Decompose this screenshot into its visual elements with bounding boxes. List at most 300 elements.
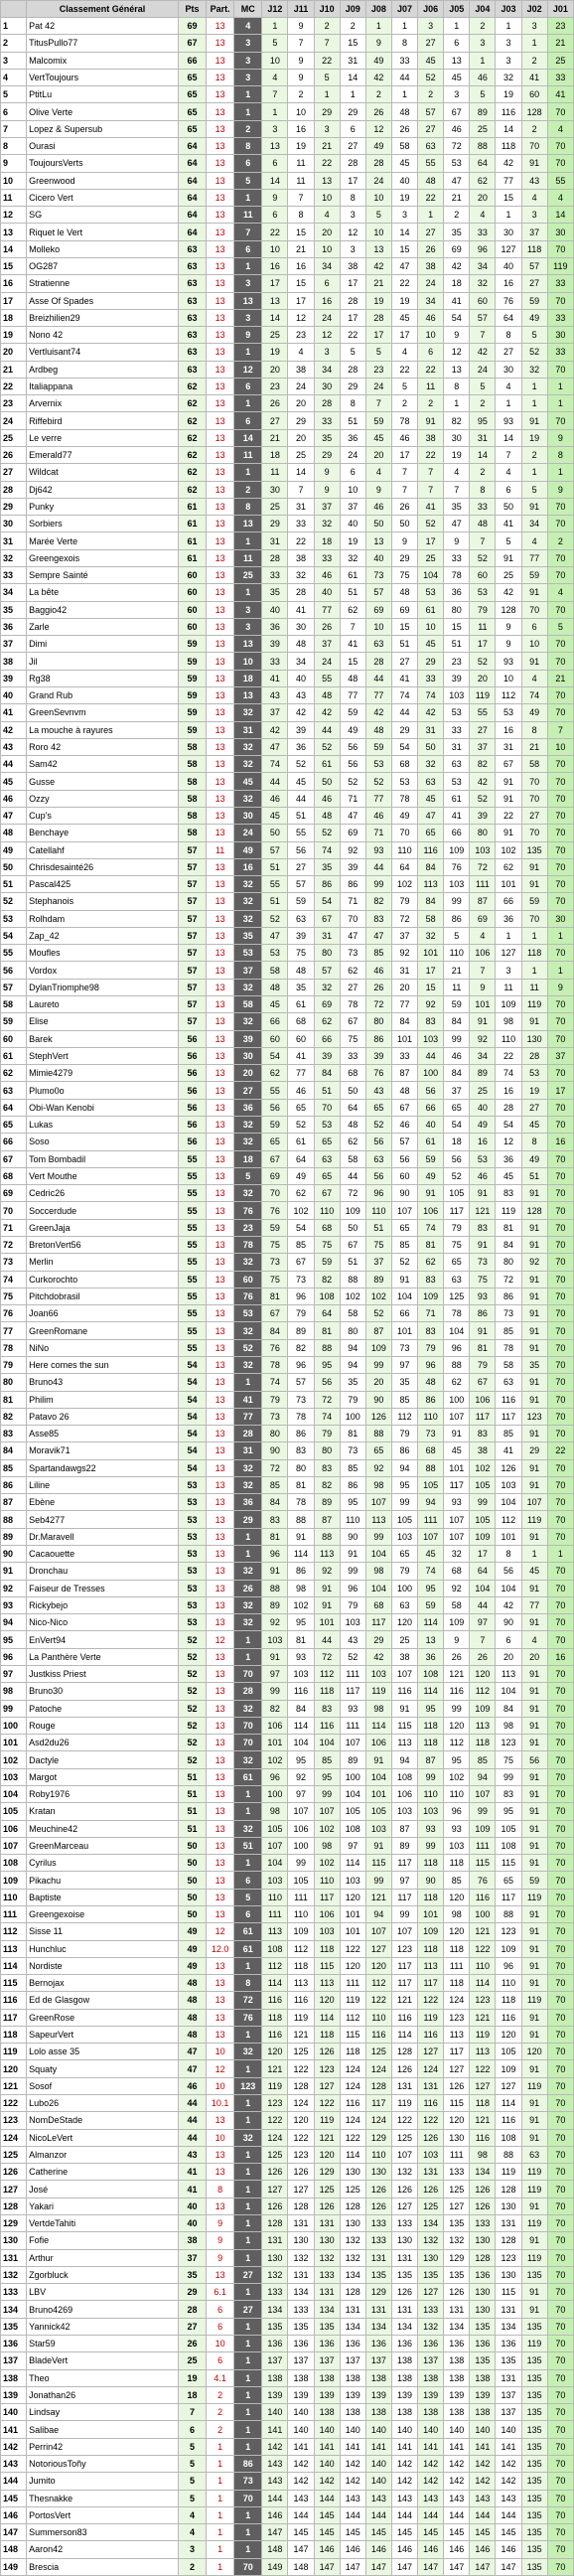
round-rank-cell: 96: [444, 1339, 470, 1356]
round-rank-cell: 52: [365, 773, 391, 790]
round-rank-cell: 119: [314, 2112, 340, 2129]
participation-cell: 13: [207, 584, 234, 601]
round-rank-cell: 90: [262, 1442, 288, 1459]
round-rank-cell: 40: [418, 1117, 444, 1134]
player-name: Lindsay: [27, 2404, 179, 2421]
round-rank-cell: 9: [547, 429, 573, 446]
rank-cell: 139: [1, 2386, 27, 2403]
player-name: Vert Mouthe: [27, 1167, 179, 1184]
round-rank-cell: 88: [470, 137, 496, 154]
mc-cell: 28: [234, 1426, 262, 1442]
rank-cell: 52: [1, 893, 27, 910]
round-rank-cell: 70: [314, 1099, 340, 1116]
points-cell: 59: [178, 721, 206, 738]
participation-cell: 13: [207, 927, 234, 944]
round-rank-cell: 79: [340, 1391, 365, 1408]
round-rank-cell: 86: [470, 1305, 496, 1322]
round-rank-cell: 7: [288, 481, 314, 498]
round-rank-cell: 83: [496, 1185, 521, 1202]
points-cell: 55: [178, 1254, 206, 1271]
round-rank-cell: 72: [314, 1648, 340, 1665]
round-rank-cell: 107: [444, 1408, 470, 1425]
round-rank-cell: 81: [262, 1288, 288, 1304]
round-rank-cell: 46: [391, 1117, 417, 1134]
round-rank-cell: 48: [391, 584, 417, 601]
player-name: Faiseur de Tresses: [27, 1580, 179, 1596]
round-rank-cell: 131: [391, 2249, 417, 2266]
round-rank-cell: 133: [262, 2284, 288, 2301]
round-rank-cell: 10: [365, 189, 391, 206]
round-rank-cell: 70: [521, 910, 547, 927]
table-row: [1, 2266, 574, 2283]
participation-cell: 2: [207, 2421, 234, 2438]
round-rank-cell: 49: [391, 807, 417, 824]
round-rank-cell: 75: [262, 1236, 288, 1253]
round-rank-cell: 17: [391, 447, 417, 464]
round-rank-cell: 27: [288, 858, 314, 875]
points-cell: 55: [178, 1339, 206, 1356]
round-rank-cell: 28: [288, 584, 314, 601]
round-rank-cell: 1: [521, 962, 547, 979]
round-rank-cell: 70: [547, 773, 573, 790]
mc-cell: 1: [234, 395, 262, 412]
points-cell: 65: [178, 120, 206, 137]
round-rank-cell: 113: [391, 1735, 417, 1751]
round-rank-cell: 113: [314, 1975, 340, 1992]
round-rank-cell: 21: [444, 189, 470, 206]
round-rank-cell: 32: [314, 516, 340, 532]
round-rank-cell: 53: [391, 773, 417, 790]
round-rank-cell: 51: [314, 1082, 340, 1099]
round-rank-cell: 17: [262, 275, 288, 292]
mc-cell: 1: [234, 1803, 262, 1820]
round-rank-cell: 84: [496, 1700, 521, 1717]
round-rank-cell: 30: [288, 618, 314, 635]
round-rank-cell: 99: [444, 1030, 470, 1047]
table-row: [1, 1459, 574, 1476]
player-name: BladeVert: [27, 2352, 179, 2369]
round-rank-cell: 7: [470, 962, 496, 979]
round-rank-cell: 91: [340, 1546, 365, 1563]
points-cell: 62: [178, 395, 206, 412]
rank-cell: 5: [1, 86, 27, 103]
round-rank-cell: 118: [262, 2009, 288, 2026]
round-rank-cell: 70: [547, 1408, 573, 1425]
round-rank-cell: 105: [288, 1872, 314, 1889]
round-rank-cell: 115: [496, 2284, 521, 2301]
round-rank-cell: 70: [547, 1905, 573, 1922]
round-rank-cell: 125: [444, 1288, 470, 1304]
round-rank-cell: 95: [496, 1803, 521, 1820]
round-rank-cell: 65: [418, 825, 444, 841]
mc-cell: 1: [234, 2506, 262, 2523]
participation-cell: 8: [207, 2181, 234, 2197]
round-rank-cell: 89: [391, 1837, 417, 1854]
round-rank-cell: 22: [262, 224, 288, 240]
round-rank-cell: 117: [444, 1476, 470, 1493]
rank-cell: 42: [1, 721, 27, 738]
round-rank-cell: 1: [314, 86, 340, 103]
round-rank-cell: 26: [314, 618, 340, 635]
round-rank-cell: 73: [288, 1271, 314, 1288]
points-cell: 26: [178, 2335, 206, 2351]
points-cell: 62: [178, 447, 206, 464]
round-rank-cell: 68: [391, 756, 417, 773]
participation-cell: 2: [207, 2404, 234, 2421]
round-rank-cell: 70: [547, 2197, 573, 2214]
round-rank-cell: 99: [391, 1494, 417, 1511]
points-cell: 55: [178, 1305, 206, 1322]
round-rank-cell: 33: [262, 567, 288, 584]
table-row: [1, 155, 574, 172]
round-rank-cell: 45: [521, 1117, 547, 1134]
rank-cell: 8: [1, 137, 27, 154]
round-rank-cell: 4: [496, 464, 521, 481]
round-rank-cell: 16: [496, 721, 521, 738]
round-rank-cell: 112: [262, 1957, 288, 1974]
round-rank-cell: 17: [470, 636, 496, 653]
round-rank-cell: 116: [391, 2009, 417, 2026]
points-cell: 61: [178, 549, 206, 566]
round-rank-cell: 70: [547, 807, 573, 824]
round-rank-cell: 105: [340, 1803, 365, 1820]
mc-cell: 13: [234, 516, 262, 532]
rank-cell: 62: [1, 1065, 27, 1082]
table-row: [1, 2404, 574, 2421]
table-row: [1, 2232, 574, 2249]
round-rank-cell: 82: [470, 756, 496, 773]
points-cell: 35: [178, 2266, 206, 2283]
round-rank-cell: 30: [547, 910, 573, 927]
round-rank-cell: 39: [314, 1047, 340, 1064]
header-j08: J08: [365, 1, 391, 18]
round-rank-cell: 70: [547, 1356, 573, 1373]
points-cell: 51: [178, 1803, 206, 1820]
player-name: Cedric26: [27, 1185, 179, 1202]
round-rank-cell: 35: [262, 584, 288, 601]
round-rank-cell: 42: [365, 704, 391, 721]
round-rank-cell: 74: [262, 756, 288, 773]
round-rank-cell: 76: [470, 1872, 496, 1889]
table-row: [1, 1511, 574, 1528]
round-rank-cell: 115: [340, 2026, 365, 2043]
round-rank-cell: 13: [365, 240, 391, 257]
round-rank-cell: 27: [340, 979, 365, 995]
round-rank-cell: 28: [314, 395, 340, 412]
round-rank-cell: 55: [262, 1082, 288, 1099]
round-rank-cell: 110: [470, 1957, 496, 1974]
round-rank-cell: 56: [262, 1099, 288, 1116]
round-rank-cell: 70: [547, 1254, 573, 1271]
round-rank-cell: 51: [340, 1254, 365, 1271]
table-row: [1, 1905, 574, 1922]
participation-cell: 13: [207, 1957, 234, 1974]
round-rank-cell: 141: [496, 2438, 521, 2455]
round-rank-cell: 106: [314, 1905, 340, 1922]
round-rank-cell: 9: [314, 464, 340, 481]
mc-cell: 3: [234, 309, 262, 326]
round-rank-cell: 9: [288, 69, 314, 85]
player-name: Riquet le Vert: [27, 224, 179, 240]
participation-cell: 2: [207, 2386, 234, 2403]
round-rank-cell: 131: [418, 2164, 444, 2181]
points-cell: 53: [178, 1546, 206, 1563]
round-rank-cell: 70: [547, 2026, 573, 2043]
round-rank-cell: 10: [340, 481, 365, 498]
round-rank-cell: 1: [547, 1546, 573, 1563]
points-cell: 53: [178, 1614, 206, 1631]
round-rank-cell: 44: [314, 1631, 340, 1648]
round-rank-cell: 66: [391, 1305, 417, 1322]
table-row: [1, 2164, 574, 2181]
round-rank-cell: 69: [444, 240, 470, 257]
round-rank-cell: 31: [314, 927, 340, 944]
round-rank-cell: 48: [418, 1374, 444, 1391]
round-rank-cell: 143: [365, 2490, 391, 2506]
round-rank-cell: 39: [288, 927, 314, 944]
mc-cell: 32: [234, 1476, 262, 1493]
rank-cell: 107: [1, 1837, 27, 1854]
round-rank-cell: 20: [496, 1648, 521, 1665]
round-rank-cell: 106: [418, 1202, 444, 1219]
round-rank-cell: 27: [496, 344, 521, 361]
mc-cell: 76: [234, 2009, 262, 2026]
points-cell: 55: [178, 1271, 206, 1288]
round-rank-cell: 134: [340, 2318, 365, 2335]
table-row: [1, 1099, 574, 1116]
round-rank-cell: 119: [521, 2215, 547, 2232]
player-name: Zgorbluck: [27, 2266, 179, 2283]
points-cell: 54: [178, 1374, 206, 1391]
round-rank-cell: 48: [262, 979, 288, 995]
round-rank-cell: 80: [470, 825, 496, 841]
round-rank-cell: 53: [314, 1117, 340, 1134]
round-rank-cell: 119: [547, 257, 573, 274]
participation-cell: 1: [207, 2506, 234, 2523]
rank-cell: 90: [1, 1546, 27, 1563]
participation-cell: 13: [207, 52, 234, 69]
participation-cell: 13: [207, 309, 234, 326]
round-rank-cell: 114: [262, 1975, 288, 1992]
round-rank-cell: 101: [340, 1905, 365, 1922]
rank-cell: 57: [1, 979, 27, 995]
round-rank-cell: 58: [340, 1305, 365, 1322]
round-rank-cell: 70: [547, 2129, 573, 2146]
round-rank-cell: 67: [340, 1236, 365, 1253]
rank-cell: 141: [1, 2421, 27, 2438]
rank-cell: 133: [1, 2284, 27, 2301]
participation-cell: 13: [207, 1185, 234, 1202]
round-rank-cell: 116: [262, 1992, 288, 2009]
round-rank-cell: 21: [444, 962, 470, 979]
round-rank-cell: 20: [470, 670, 496, 686]
points-cell: 55: [178, 1236, 206, 1253]
round-rank-cell: 85: [391, 1236, 417, 1253]
round-rank-cell: 115: [444, 2095, 470, 2112]
round-rank-cell: 10: [496, 670, 521, 686]
round-rank-cell: 119: [521, 996, 547, 1013]
round-rank-cell: 135: [521, 2524, 547, 2541]
player-name: Sempre Sainté: [27, 567, 179, 584]
round-rank-cell: 103: [496, 1476, 521, 1493]
round-rank-cell: 75: [444, 1236, 470, 1253]
round-rank-cell: 80: [314, 1442, 340, 1459]
round-rank-cell: 53: [444, 155, 470, 172]
points-cell: 61: [178, 498, 206, 515]
rank-cell: 43: [1, 738, 27, 755]
round-rank-cell: 147: [418, 2558, 444, 2575]
round-rank-cell: 70: [547, 2284, 573, 2301]
participation-cell: 13: [207, 1426, 234, 1442]
rank-cell: 144: [1, 2473, 27, 2490]
round-rank-cell: 14: [288, 464, 314, 481]
round-rank-cell: 37: [470, 738, 496, 755]
round-rank-cell: 1: [521, 378, 547, 394]
round-rank-cell: 140: [365, 2455, 391, 2472]
points-cell: 3: [178, 2541, 206, 2558]
table-row: [1, 1134, 574, 1150]
points-cell: 57: [178, 841, 206, 858]
rank-cell: 95: [1, 1631, 27, 1648]
round-rank-cell: 34: [470, 1047, 496, 1064]
points-cell: 50: [178, 1905, 206, 1922]
round-rank-cell: 128: [365, 2077, 391, 2094]
points-cell: 66: [178, 52, 206, 69]
round-rank-cell: 70: [547, 137, 573, 154]
round-rank-cell: 145: [496, 2524, 521, 2541]
points-cell: 64: [178, 207, 206, 224]
player-name: Bruno4269: [27, 2301, 179, 2318]
rank-cell: 23: [1, 395, 27, 412]
round-rank-cell: 85: [365, 945, 391, 962]
player-name: Nono 42: [27, 327, 179, 344]
round-rank-cell: 8: [496, 1546, 521, 1563]
round-rank-cell: 70: [547, 1700, 573, 1717]
table-row: [1, 927, 574, 944]
rank-cell: 20: [1, 344, 27, 361]
round-rank-cell: 7: [391, 481, 417, 498]
round-rank-cell: 74: [262, 1374, 288, 1391]
round-rank-cell: 42: [288, 704, 314, 721]
participation-cell: 13: [207, 2146, 234, 2163]
round-rank-cell: 91: [521, 1717, 547, 1734]
round-rank-cell: 95: [418, 1700, 444, 1717]
participation-cell: 13: [207, 1013, 234, 1030]
round-rank-cell: 130: [365, 2164, 391, 2181]
participation-cell: 13: [207, 1837, 234, 1854]
round-rank-cell: 97: [391, 1872, 417, 1889]
round-rank-cell: 146: [496, 2541, 521, 2558]
round-rank-cell: 48: [288, 636, 314, 653]
round-rank-cell: 140: [496, 2421, 521, 2438]
player-name: Pikachu: [27, 1872, 179, 1889]
participation-cell: 13: [207, 2197, 234, 2214]
round-rank-cell: 143: [444, 2490, 470, 2506]
round-rank-cell: 46: [418, 309, 444, 326]
player-name: Roby1976: [27, 1785, 179, 1802]
points-cell: 64: [178, 189, 206, 206]
round-rank-cell: 135: [288, 2318, 314, 2335]
round-rank-cell: 116: [391, 1683, 417, 1700]
round-rank-cell: 70: [547, 1889, 573, 1905]
round-rank-cell: 98: [262, 1803, 288, 1820]
round-rank-cell: 78: [444, 1305, 470, 1322]
points-cell: 60: [178, 584, 206, 601]
round-rank-cell: 3: [496, 962, 521, 979]
round-rank-cell: 70: [547, 2232, 573, 2249]
round-rank-cell: 142: [288, 2473, 314, 2490]
participation-cell: 13: [207, 1288, 234, 1304]
mc-cell: 41: [234, 1391, 262, 1408]
mc-cell: 1: [234, 2352, 262, 2369]
player-name: Baptiste: [27, 1889, 179, 1905]
round-rank-cell: 32: [340, 549, 365, 566]
round-rank-cell: 80: [496, 1254, 521, 1271]
points-cell: 56: [178, 1134, 206, 1150]
round-rank-cell: 93: [444, 1820, 470, 1837]
round-rank-cell: 26: [365, 103, 391, 120]
participation-cell: 13: [207, 1459, 234, 1476]
round-rank-cell: 135: [521, 2473, 547, 2490]
table-row: [1, 1494, 574, 1511]
round-rank-cell: 16: [470, 1134, 496, 1150]
round-rank-cell: 22: [314, 155, 340, 172]
participation-cell: 13: [207, 1666, 234, 1683]
round-rank-cell: 103: [418, 1030, 444, 1047]
player-name: PortosVert: [27, 2506, 179, 2523]
table-row: [1, 549, 574, 566]
round-rank-cell: 135: [521, 2369, 547, 2386]
round-rank-cell: 138: [470, 2369, 496, 2386]
round-rank-cell: 131: [444, 2301, 470, 2318]
table-row: [1, 893, 574, 910]
table-row: [1, 2506, 574, 2523]
participation-cell: 1: [207, 2455, 234, 2472]
mc-cell: 6: [234, 378, 262, 394]
round-rank-cell: 75: [314, 1236, 340, 1253]
table-row: [1, 1855, 574, 1872]
rank-cell: 119: [1, 2044, 27, 2060]
round-rank-cell: 3: [521, 207, 547, 224]
round-rank-cell: 52: [314, 738, 340, 755]
round-rank-cell: 70: [547, 2009, 573, 2026]
mc-cell: 32: [234, 876, 262, 893]
round-rank-cell: 25: [288, 447, 314, 464]
participation-cell: 12: [207, 1923, 234, 1940]
rank-cell: 106: [1, 1820, 27, 1837]
round-rank-cell: 131: [391, 2077, 417, 2094]
points-cell: 52: [178, 1717, 206, 1734]
round-rank-cell: 29: [262, 516, 288, 532]
round-rank-cell: 38: [391, 1648, 417, 1665]
round-rank-cell: 117: [496, 1889, 521, 1905]
round-rank-cell: 88: [496, 1905, 521, 1922]
round-rank-cell: 144: [496, 2506, 521, 2523]
header-j11: J11: [288, 1, 314, 18]
round-rank-cell: 13: [314, 172, 340, 189]
player-name: Liline: [27, 1476, 179, 1493]
round-rank-cell: 113: [496, 1666, 521, 1683]
round-rank-cell: 140: [418, 2421, 444, 2438]
round-rank-cell: 31: [470, 429, 496, 446]
round-rank-cell: 5: [365, 207, 391, 224]
header-j02: J02: [521, 1, 547, 18]
round-rank-cell: 35: [444, 224, 470, 240]
round-rank-cell: 38: [470, 1442, 496, 1459]
round-rank-cell: 96: [288, 1356, 314, 1373]
round-rank-cell: 100: [262, 1785, 288, 1802]
player-name: Curkorochto: [27, 1271, 179, 1288]
